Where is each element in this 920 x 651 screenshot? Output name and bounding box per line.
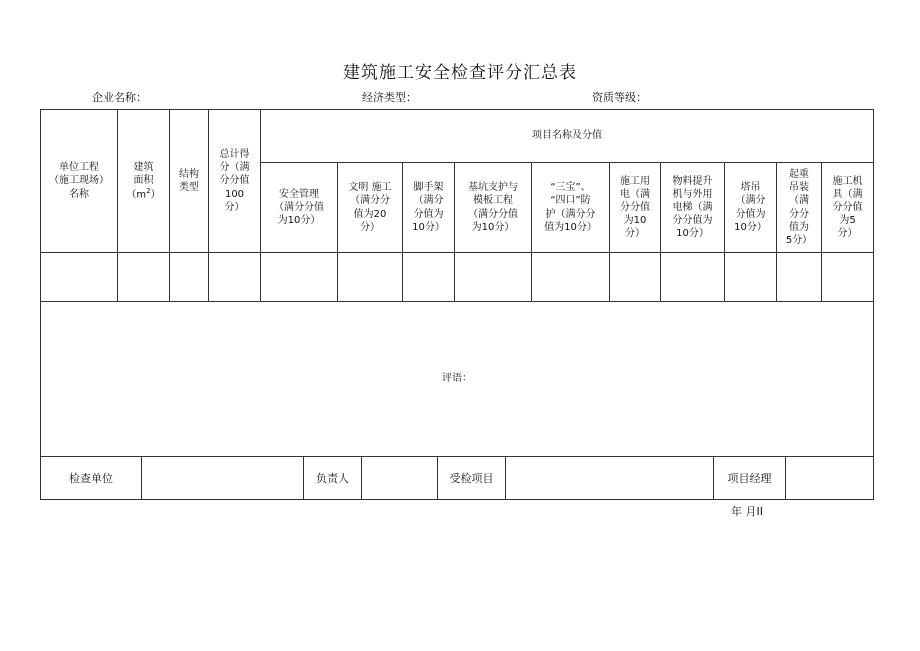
item-header-material-hoist-elevator: 物料提升 机与外用 电梯（满 分分值为 10分）: [661, 163, 725, 253]
signature-table: [40, 456, 874, 500]
item-header-electricity: 施工用 电（满 分分值 为10 分）: [610, 163, 661, 253]
company-name-label: 企业名称：: [92, 91, 147, 104]
machinery-score-cell[interactable]: [822, 253, 874, 302]
protection-score-cell[interactable]: [532, 253, 610, 302]
foundation-formwork-score-cell[interactable]: [455, 253, 532, 302]
project-manager-label: 项目经理: [714, 457, 786, 500]
civilized-construction-score-cell[interactable]: [338, 253, 403, 302]
safety-management-score-cell[interactable]: [261, 253, 338, 302]
date-label: 年 月II: [731, 505, 763, 518]
structure-type-cell[interactable]: [170, 253, 209, 302]
items-title-header: 项目名称及分值: [261, 110, 874, 163]
qualification-level-label: 资质等级：: [592, 91, 647, 104]
item-header-lifting: 起重 吊装 （满 分分 值为 5分）: [777, 163, 822, 253]
responsible-person-field[interactable]: [362, 457, 438, 500]
lifting-score-cell[interactable]: [777, 253, 822, 302]
inspection-unit-label: 检查单位: [41, 457, 142, 500]
scaffolding-score-cell[interactable]: [403, 253, 455, 302]
unit-name-header: 单位工程 （施工现场） 名称: [41, 110, 118, 253]
project-manager-field[interactable]: [786, 457, 874, 500]
tower-crane-score-cell[interactable]: [725, 253, 777, 302]
total-score-cell[interactable]: [209, 253, 261, 302]
item-header-safety-management: 安全管理 （满分分值 为10分）: [261, 163, 338, 253]
item-header-scaffolding: 脚手架 （满分 分值为 10分）: [403, 163, 455, 253]
building-area-header: 建筑 面积 $(m^2)$: [118, 110, 170, 253]
item-header-civilized-construction: 文明 施工 （满分分 值为20 分）: [338, 163, 403, 253]
economy-type-label: 经济类型：: [362, 91, 417, 104]
remarks-area[interactable]: [41, 302, 874, 457]
inspected-project-label: 受检项目: [438, 457, 506, 500]
page-title: 建筑施工安全检查评分汇总表: [343, 63, 577, 83]
item-header-three-treasures-four-openings: “三宝”、 “四口”防 护（满分分 值为10分）: [532, 163, 610, 253]
score-entry-row: [41, 253, 874, 302]
building-area-cell[interactable]: [118, 253, 170, 302]
score-summary-table: [40, 109, 874, 457]
remarks-label: 评语：: [442, 373, 473, 385]
structure-type-header: 结构 类型: [170, 110, 209, 253]
item-header-foundation-formwork: 基坑支护与 模板工程 （满分分值 为10分）: [455, 163, 532, 253]
total-score-header: 总计得 分（满 分分值 100 分）: [209, 110, 261, 253]
item-header-machinery: 施工机 具（满 分分值 为5 分）: [822, 163, 874, 253]
unit-name-cell[interactable]: [41, 253, 118, 302]
inspection-unit-field[interactable]: [142, 457, 304, 500]
hoist-elevator-score-cell[interactable]: [661, 253, 725, 302]
responsible-person-label: 负责人: [304, 457, 362, 500]
electricity-score-cell[interactable]: [610, 253, 661, 302]
inspected-project-field[interactable]: [506, 457, 714, 500]
item-header-tower-crane: 塔吊 （满分 分值为 10分）: [725, 163, 777, 253]
